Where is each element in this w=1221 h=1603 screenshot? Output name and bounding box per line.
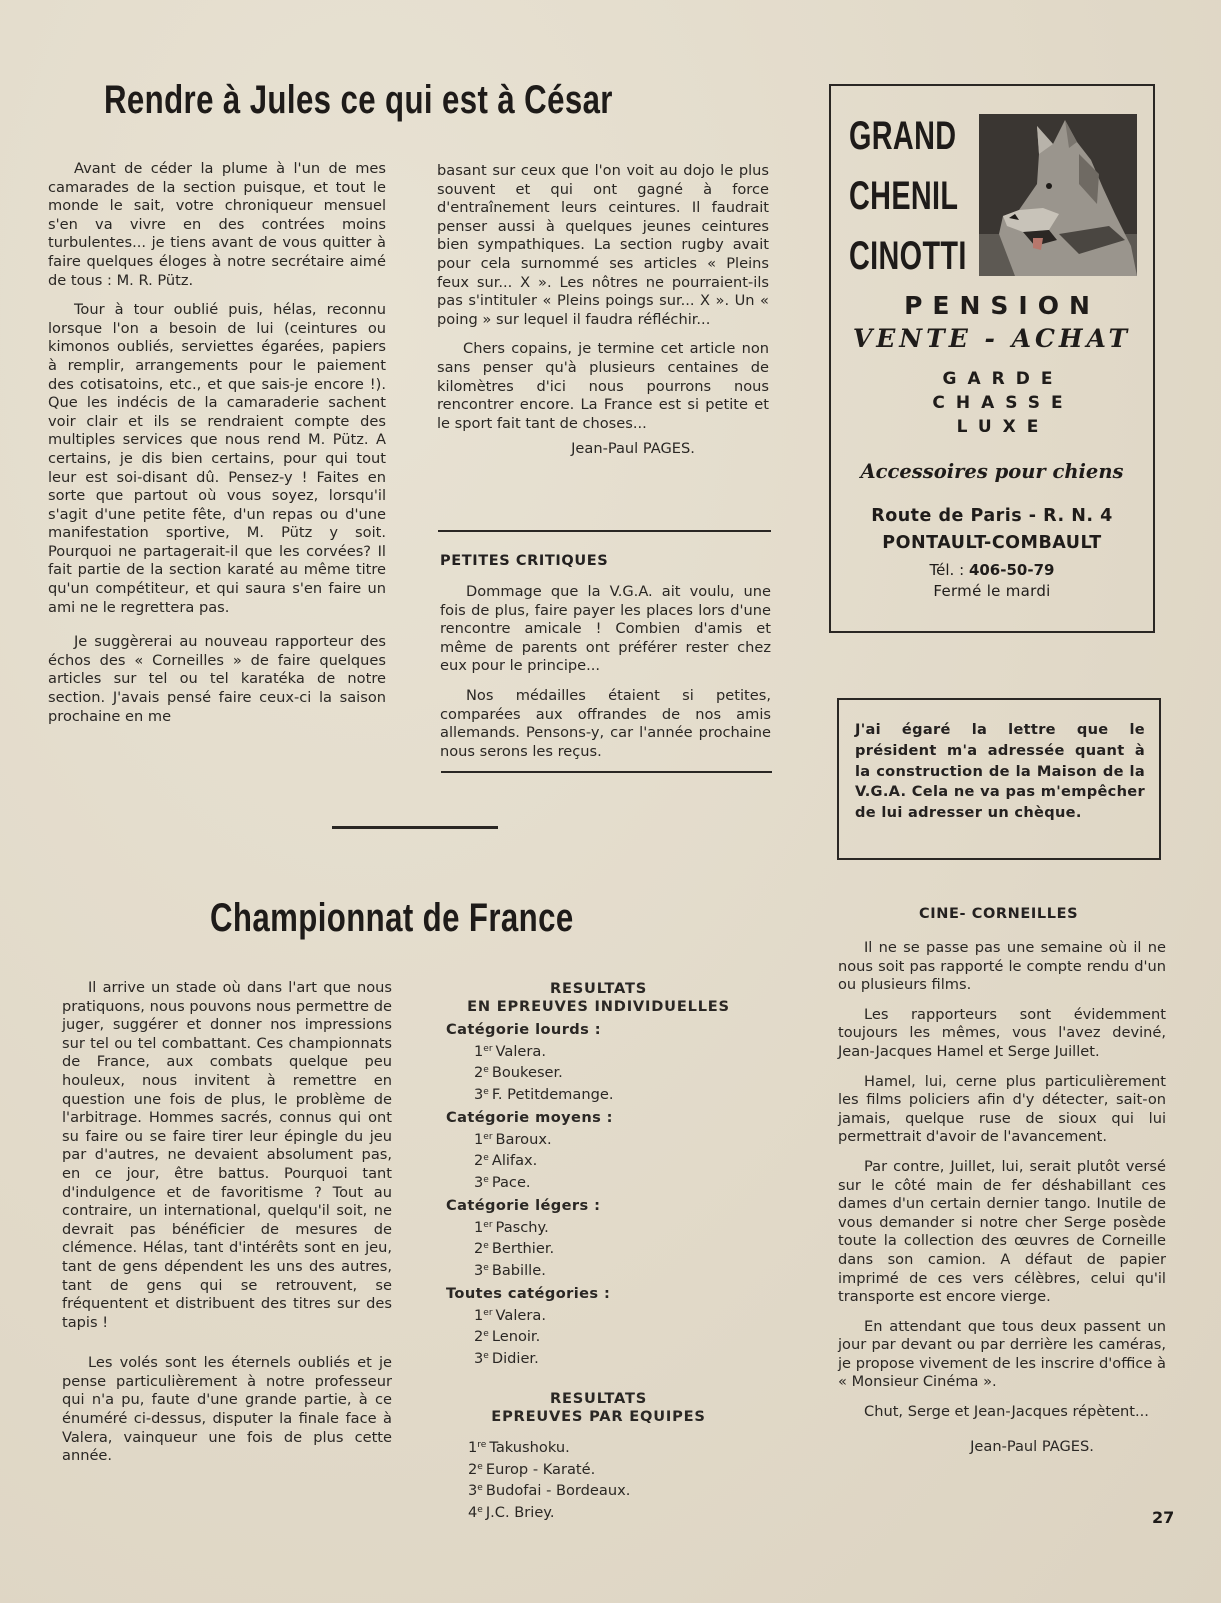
result-rank: 2 [468, 1460, 478, 1478]
results-list [446, 980, 751, 1522]
result-category: Toutes catégories : [446, 1285, 611, 1302]
result-entry [446, 1347, 751, 1369]
result-rank: 1 [474, 1306, 484, 1324]
result-name: J.C. Briey. [485, 1503, 555, 1521]
result-rank: 1 [474, 1218, 484, 1236]
result-rank-suffix: e [483, 1153, 489, 1163]
result-entry [446, 1040, 751, 1062]
article1-paragraph: Tour à tour oublié puis, hélas, reconnu lorsque l'on a besoin de lui (ceintures ou kimonos oubliés, serviettes égarées, papiers à remplir, arrangements pour le paiement des cotisatoins, etc., et que sais-je encore !). Que les indécis de la camaraderie sachent voir clair et ils se rendraient compte des multiples services que nous rend M. Pütz. A certains, je dis bien certains, pour qui tout leur est soi-disant dû. Pensez-y ! Faites en sorte que partout où vous soyez, lorsqu'il s'agit d'une petite fête, d'un repas ou d'une manifestation sportive, M. Pütz y soit. Pourquoi ne partagerait-il que les corvées? Il fait partie de la section karaté au même titre qu'un compétiteur, et qui saura s'en faire un ami ne le regrettera pas. [48, 301, 386, 616]
advert-closed-day: Fermé le mardi [933, 582, 1051, 600]
heading-line: EN EPREUVES INDIVIDUELLES [467, 998, 730, 1015]
result-entry [446, 1171, 751, 1193]
championnat-paragraph: Il arrive un stade où dans l'art que nous pratiquons, nous pouvons nous permettre de juger, suggérer et donner nos impressions sur tel ou tel combattant. Ces championnats de France, aux combats quelque peu houleux, nous invitent à remettre en question une fois de plus, le problème de l'arbitrage. Hommes sacrés, connus qui ont su faire ou se faire tirer leur épingle du jeu par d'autres, ne devaient absolument pas, en ce jour, être battus. Pourquoi tant d'indulgence et de favoritisme ? Tout au contraire, un international, quelqu'il soit, ne devrait pas bénéficier de mesures de clémence. Hélas, tant d'intérêts sont en jeu, tant de gens dépendent les uns des autres, tant de gens qui se retrouvent, se fréquentent et distribuent des titres sur des tapis ! [62, 979, 392, 1331]
results-teams [446, 1436, 751, 1522]
article1-paragraph: Avant de céder la plume à l'un de mes camarades de la section puisque, et tout le monde le sait, votre chroniqueur mensuel s'en va vivre en des contrées moins turbulentes... je tiens avant de vous quitter à faire quelques éloges à notre secrétaire aimé de tous : M. R. Pütz. [48, 160, 386, 289]
advert-tel-label: Tél. : [929, 561, 965, 579]
result-name: Paschy. [495, 1218, 549, 1236]
article1-paragraph: Chers copains, je termine cet article non sans penser qu'à plusieurs centaines de kilomètres d'ici nous pourrons nous rencontrer encore. La France est si petite et le sport fait tant de choses... [437, 340, 769, 432]
advert-tel-number: 406-50-79 [968, 561, 1055, 579]
heading-line: RESULTATS [549, 980, 648, 997]
result-entry [446, 1325, 751, 1347]
result-entry [446, 1128, 751, 1150]
result-entry [446, 1501, 751, 1523]
article1-column-1 [48, 160, 386, 737]
german-shepherd-dog-photo-icon [979, 114, 1137, 276]
result-rank-suffix: e [477, 1483, 483, 1493]
result-rank-suffix: e [483, 1350, 489, 1361]
result-category: Catégorie légers : [446, 1197, 601, 1214]
cine-paragraph: Par contre, Juillet, lui, serait plutôt versé sur le côté main de fer déshabillant ces dames d'un certain dernier tango. Inutile de vous demander si notre cher Serge posède toute la collection des œuvres de Corneille dans son camion. A défaut de papier imprimé de ces vers célèbres, celui qu'il transporte est encore vierge. [838, 1157, 1166, 1306]
result-rank-suffix: e [477, 1504, 483, 1515]
result-category: Catégorie moyens : [446, 1109, 613, 1126]
result-name: Babille. [491, 1261, 546, 1279]
result-name: Pace. [491, 1173, 531, 1191]
result-entry [446, 1304, 751, 1326]
result-rank-suffix: e [483, 1086, 489, 1097]
result-name: Valera. [495, 1042, 546, 1060]
result-rank: 2 [474, 1328, 484, 1345]
advert-accessories: Accessoires pour chiens [860, 460, 1124, 483]
championnat-paragraph: Les volés sont les éternels oubliés et je pense particulièrement à notre professeur qui n'a pu, faute d'une grande partie, à ce énuméré ci-dessus, disputer la finale face à Valera, vainqueur une fois de plus cette année. [62, 1354, 392, 1465]
result-entry [446, 1061, 751, 1083]
petites-critiques-paragraph: Nos médailles étaient si petites, comparées aux offrandes de nos amis allemands. Pensons-y, car l'année prochaine nous serons les reçus. [440, 686, 771, 760]
advert-address-line2: PONTAULT-COMBAULT [882, 533, 1102, 553]
article1-column-2 [437, 162, 769, 470]
advert-telephone [831, 561, 1153, 579]
section-divider [438, 530, 771, 532]
advert-service: LUXE [956, 417, 1050, 437]
result-rank-suffix: er [483, 1043, 493, 1054]
result-rank-suffix: er [483, 1131, 493, 1142]
result-rank-suffix: er [483, 1219, 493, 1230]
result-name: Lenoir. [491, 1328, 541, 1345]
note-text: J'ai égaré la lettre que le président m'a adressée quant à la construction de la Maison de la V.G.A. Cela ne va pas m'empêcher de lui adresser un chèque. [855, 721, 1145, 822]
result-name: Valera. [495, 1306, 546, 1324]
advert-vente-achat: VENTE - ACHAT [852, 324, 1132, 353]
article1-paragraph: basant sur ceux que l'on voit au dojo le plus souvent et qui ont gagné à force d'entraînement leurs ceintures. Il faudrait penser aussi à quelques jeunes ceintures bien sympathiques. La section rugby avait pour cela surnommé ses articles « Pleins feux sur... X ». Les nôtres ne pourraient-ils pas s'intituler « Pleins poings sur... X ». Un « poing » sur lequel il faudra réfléchir... [437, 162, 769, 328]
result-rank: 3 [474, 1261, 484, 1279]
petites-critiques-body [440, 583, 771, 772]
cine-paragraph: Il ne se passe pas une semaine où il ne nous soit pas rapporté le compte rendu d'un ou plusieurs films. [838, 939, 1166, 994]
championnat-column [62, 979, 392, 1477]
result-entry [446, 1149, 751, 1171]
cine-paragraph: Les rapporteurs sont évidemment toujours les mêmes, vous l'avez deviné, Jean-Jacques Hamel et Serge Juillet. [838, 1005, 1166, 1060]
cine-corneilles-body [838, 939, 1166, 1467]
article1-signature: Jean-Paul PAGES. [571, 440, 695, 458]
article-title-rendre-a-jules: Rendre à Jules ce qui est à César [104, 78, 613, 122]
result-rank-suffix: e [483, 1329, 489, 1339]
heading-line: RESULTATS [549, 1390, 648, 1407]
cine-paragraph: Hamel, lui, cerne plus particulièrement les films policiers afin d'y détecter, sait-on jamais, quelque ruse de sioux qui lui permettrait d'avoir de l'avancement. [838, 1072, 1166, 1146]
result-name: F. Petitdemange. [491, 1085, 614, 1103]
result-rank: 1 [474, 1042, 484, 1060]
cine-corneilles-heading: CINE- CORNEILLES [919, 906, 1079, 922]
cine-signature: Jean-Paul PAGES. [970, 1437, 1094, 1455]
result-name: Europ - Karaté. [485, 1460, 596, 1478]
result-rank-suffix: re [477, 1440, 487, 1450]
result-name: Boukeser. [491, 1064, 563, 1081]
result-name: Didier. [491, 1349, 539, 1367]
result-name: Budofai - Bordeaux. [485, 1482, 631, 1499]
advert-name-line: CINOTTI [849, 234, 967, 278]
results-categories [446, 1020, 751, 1368]
result-rank-suffix: e [483, 1174, 489, 1185]
advert-address-line1: Route de Paris - R. N. 4 [871, 506, 1113, 526]
advert-service: GARDE [942, 369, 1064, 389]
result-rank: 4 [468, 1503, 478, 1521]
result-entry [446, 1237, 751, 1259]
results-team-heading [446, 1390, 751, 1426]
advert-service: CHASSE [932, 393, 1074, 413]
results-individual-heading [446, 980, 751, 1016]
result-rank: 3 [474, 1085, 484, 1103]
result-name: Berthier. [491, 1240, 555, 1257]
result-entry [446, 1479, 751, 1501]
note-box [837, 698, 1161, 860]
result-name: Takushoku. [489, 1439, 570, 1456]
result-rank: 2 [474, 1240, 484, 1257]
article-title-championnat: Championnat de France [210, 896, 574, 940]
result-rank: 2 [474, 1064, 484, 1081]
chenil-advert [829, 84, 1155, 633]
petites-critiques-heading: PETITES CRITIQUES [440, 553, 609, 569]
result-rank: 1 [474, 1130, 484, 1148]
section-divider [441, 771, 772, 773]
advert-name-line: GRAND [849, 114, 957, 158]
result-rank-suffix: e [477, 1461, 483, 1472]
advert-name-line: CHENIL [849, 174, 959, 218]
result-entry [446, 1436, 751, 1458]
result-name: Alifax. [491, 1152, 538, 1169]
result-rank-suffix: er [483, 1307, 493, 1318]
result-rank: 1 [468, 1439, 478, 1456]
result-rank-suffix: e [483, 1065, 489, 1075]
result-entry [446, 1259, 751, 1281]
result-name: Baroux. [495, 1130, 552, 1148]
result-entry [446, 1083, 751, 1105]
result-entry [446, 1458, 751, 1480]
article1-paragraph: Je suggèrerai au nouveau rapporteur des échos des « Corneilles » de faire quelques articles sur tel ou tel karatéka de notre section. J'avais pensé faire ceux-ci la saison prochaine en me [48, 633, 386, 725]
petites-critiques-paragraph: Dommage que la V.G.A. ait voulu, une fois de plus, faire payer les places lors d'une rencontre amicale ! Combien d'amis et même de parents ont préférer rester chez eux pour le principe... [440, 583, 771, 675]
dog-illustration [979, 114, 1137, 276]
heading-line: EPREUVES PAR EQUIPES [491, 1408, 706, 1425]
article-separator [332, 826, 498, 829]
result-rank: 3 [474, 1173, 484, 1191]
result-entry [446, 1216, 751, 1238]
cine-paragraph: Chut, Serge et Jean-Jacques répètent... [864, 1403, 1149, 1421]
result-rank: 2 [474, 1152, 484, 1169]
advert-pension: PENSION [904, 291, 1100, 320]
result-rank: 3 [468, 1482, 478, 1499]
cine-paragraph: En attendant que tous deux passent un jour par devant ou par derrière les caméras, je propose vivement de les inscrire d'office à « Monsieur Cinéma ». [838, 1317, 1166, 1391]
result-rank-suffix: e [483, 1262, 489, 1273]
result-category: Catégorie lourds : [446, 1021, 601, 1038]
page-number: 27 [1152, 1508, 1175, 1527]
result-rank-suffix: e [483, 1241, 489, 1251]
result-rank: 3 [474, 1349, 484, 1367]
